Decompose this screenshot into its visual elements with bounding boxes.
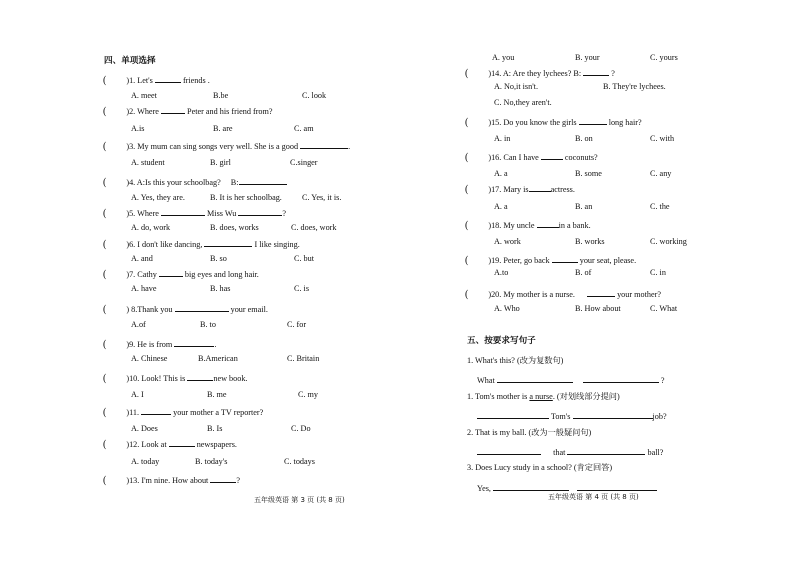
q2-option-b: B. are	[213, 124, 233, 133]
question-2: ( )2. Where Peter and his friend from?	[103, 106, 273, 117]
answer-line[interactable]	[477, 410, 549, 419]
q12-option-a: A. today	[131, 457, 160, 466]
q10-option-b: B. me	[207, 390, 227, 399]
question-11: ( )11. your mother a TV reporter?	[103, 407, 264, 418]
answer-blank[interactable]	[238, 207, 282, 216]
q11-option-a: A. Does	[131, 424, 158, 433]
write-question-1: 1. What's this? (改为复数句)	[467, 356, 564, 365]
answer-blank[interactable]	[141, 406, 171, 415]
right-page	[397, 0, 794, 561]
q14-option-b: B. They're lychees.	[603, 82, 666, 91]
answer-blank[interactable]	[552, 254, 578, 263]
q10-option-a: A. I	[131, 390, 144, 399]
question-7: ( )7. Cathy big eyes and long hair.	[103, 269, 259, 280]
q9-option-a: A. Chinese	[131, 354, 168, 363]
answer-line[interactable]	[573, 410, 653, 419]
q13-option-c: C. yours	[650, 53, 678, 62]
question-14: ( )14. A: Are they lychees? B: ?	[465, 68, 615, 79]
q16-option-a: A. a	[494, 169, 508, 178]
q3-option-b: B. girl	[210, 158, 231, 167]
answer-blank[interactable]	[159, 268, 183, 277]
answer-blank[interactable]	[174, 338, 214, 347]
write-question-4: 3. Does Lucy study in a school? (肯定回答)	[467, 463, 613, 472]
q14-option-a: A. No,it isn't.	[494, 82, 539, 91]
q6-option-b: B. so	[210, 254, 227, 263]
q9-option-b: B.American	[198, 354, 238, 363]
q12-option-b: B. today's	[195, 457, 228, 466]
answer-blank[interactable]	[204, 238, 252, 247]
answer-blank[interactable]	[239, 176, 287, 185]
q18-option-c: C. working	[650, 237, 687, 246]
q7-option-c: C. is	[294, 284, 310, 293]
q15-option-a: A. in	[494, 134, 511, 143]
q20-option-c: C. What	[650, 304, 678, 313]
question-13: ( )13. I'm nine. How about ?	[103, 475, 241, 486]
q6-option-a: A. and	[131, 254, 153, 263]
q4-option-b: B. It is her schoolbag.	[210, 193, 282, 202]
question-9: ( )9. He is from .	[103, 339, 217, 350]
write-question-2: 1. Tom's mother is a nurse. (对划线部分提问)	[467, 392, 620, 401]
answer-blank[interactable]	[161, 105, 185, 114]
q10-option-c: C. my	[298, 390, 319, 399]
question-19: ( )19. Peter, go back your seat, please.	[465, 255, 637, 266]
question-10: ( )10. Look! This is new book.	[103, 373, 248, 384]
q19-option-a: A.to	[494, 268, 509, 277]
answer-blank[interactable]	[587, 288, 615, 297]
q17-option-a: A. a	[494, 202, 508, 211]
question-12: ( )12. Look at newspapers.	[103, 439, 237, 450]
answer-blank[interactable]	[583, 67, 609, 76]
q14-option-c: C. No,they aren't.	[494, 98, 552, 107]
q5-option-c: C. does, work	[291, 223, 337, 232]
q2-option-a: A.is	[131, 124, 145, 133]
q11-option-c: C. Do	[291, 424, 311, 433]
q4-option-a: A. Yes, they are.	[131, 193, 185, 202]
question-3: ( )3. My mum can sing songs very well. She is a good .	[103, 141, 351, 152]
section-title-write-sentences: 五、按要求写句子	[467, 336, 536, 346]
answer-line[interactable]	[567, 446, 645, 455]
answer-line[interactable]	[497, 374, 573, 383]
question-16: ( )16. Can I have coconuts?	[465, 152, 598, 163]
answer-blank[interactable]	[161, 207, 205, 216]
question-5: ( )5. Where Miss Wu ?	[103, 208, 287, 219]
q8-option-a: A.of	[131, 320, 146, 329]
question-8: ( ) 8.Thank you your email.	[103, 304, 268, 315]
answer-line[interactable]	[477, 446, 541, 455]
q19-option-b: B. of	[575, 268, 592, 277]
write-question-3: 2. That is my ball. (改为一般疑问句)	[467, 428, 592, 437]
question-4: ( )4. A:Is this your schoolbag? B:	[103, 176, 287, 188]
write-answer-3: that ball?	[477, 446, 663, 458]
q20-option-a: A. Who	[494, 304, 520, 313]
q3-option-a: A. student	[131, 158, 165, 167]
q19-option-c: C. in	[650, 268, 666, 277]
write-answer-4: Yes,	[477, 482, 657, 494]
q8-option-b: B. to	[200, 320, 216, 329]
answer-blank[interactable]	[529, 183, 551, 192]
q12-option-c: C. todays	[284, 457, 315, 466]
q5-option-b: B. does, works	[210, 223, 259, 232]
q7-option-a: A. have	[131, 284, 157, 293]
q6-option-c: C. but	[294, 254, 315, 263]
answer-blank[interactable]	[210, 474, 236, 483]
answer-blank[interactable]	[537, 219, 559, 228]
q2-option-c: C. am	[294, 124, 314, 133]
question-17: ( )17. Mary is actress.	[465, 184, 575, 195]
section-title-single-choice: 四、单项选择	[104, 56, 156, 66]
write-answer-1: What ?	[477, 376, 665, 385]
q16-option-c: C. any	[650, 169, 672, 178]
answer-blank[interactable]	[175, 303, 229, 312]
question-1: ( )1. Let's friends .	[103, 75, 210, 86]
write-answer-2: Tom's job?	[477, 410, 667, 422]
q13-option-a: A. you	[492, 53, 515, 62]
q20-option-b: B. How about	[575, 304, 621, 313]
page-footer: 五年级英语 第 4 页 (共 8 页)	[548, 493, 639, 501]
q17-option-b: B. an	[575, 202, 593, 211]
q11-option-b: B. Is	[207, 424, 223, 433]
q15-option-b: B. on	[575, 134, 593, 143]
question-15: ( )15. Do you know the girls long hair?	[465, 117, 642, 128]
q17-option-c: C. the	[650, 202, 670, 211]
q5-option-a: A. do, work	[131, 223, 171, 232]
question-6: ( )6. I don't like dancing, I like singing.	[103, 239, 300, 250]
q7-option-b: B. has	[210, 284, 231, 293]
q3-option-c: C.singer	[290, 158, 318, 167]
page-footer: 五年级英语 第 3 页 (共 8 页)	[254, 496, 345, 504]
q4-option-c: C. Yes, it is.	[302, 193, 342, 202]
q8-option-c: C. for	[287, 320, 307, 329]
q1-option-b: B.be	[213, 91, 229, 100]
q18-option-b: B. works	[575, 237, 605, 246]
question-20: ( )20. My mother is a nurse. your mother?	[465, 289, 661, 300]
answer-blank[interactable]	[579, 116, 607, 125]
answer-line[interactable]	[493, 482, 569, 491]
q1-option-a: A. meet	[131, 91, 157, 100]
answer-blank[interactable]	[169, 438, 195, 447]
q1-option-c: C. look	[302, 91, 327, 100]
answer-blank[interactable]	[541, 151, 563, 160]
answer-blank[interactable]	[300, 140, 348, 149]
answer-line[interactable]	[577, 482, 657, 491]
answer-line[interactable]	[583, 374, 659, 383]
q16-option-b: B. some	[575, 169, 602, 178]
q9-option-c: C. Britain	[287, 354, 320, 363]
answer-blank[interactable]	[155, 74, 181, 83]
q18-option-a: A. work	[494, 237, 521, 246]
answer-blank[interactable]	[187, 372, 213, 381]
q15-option-c: C. with	[650, 134, 675, 143]
question-18: ( )18. My uncle in a bank.	[465, 220, 591, 231]
q13-option-b: B. your	[575, 53, 600, 62]
